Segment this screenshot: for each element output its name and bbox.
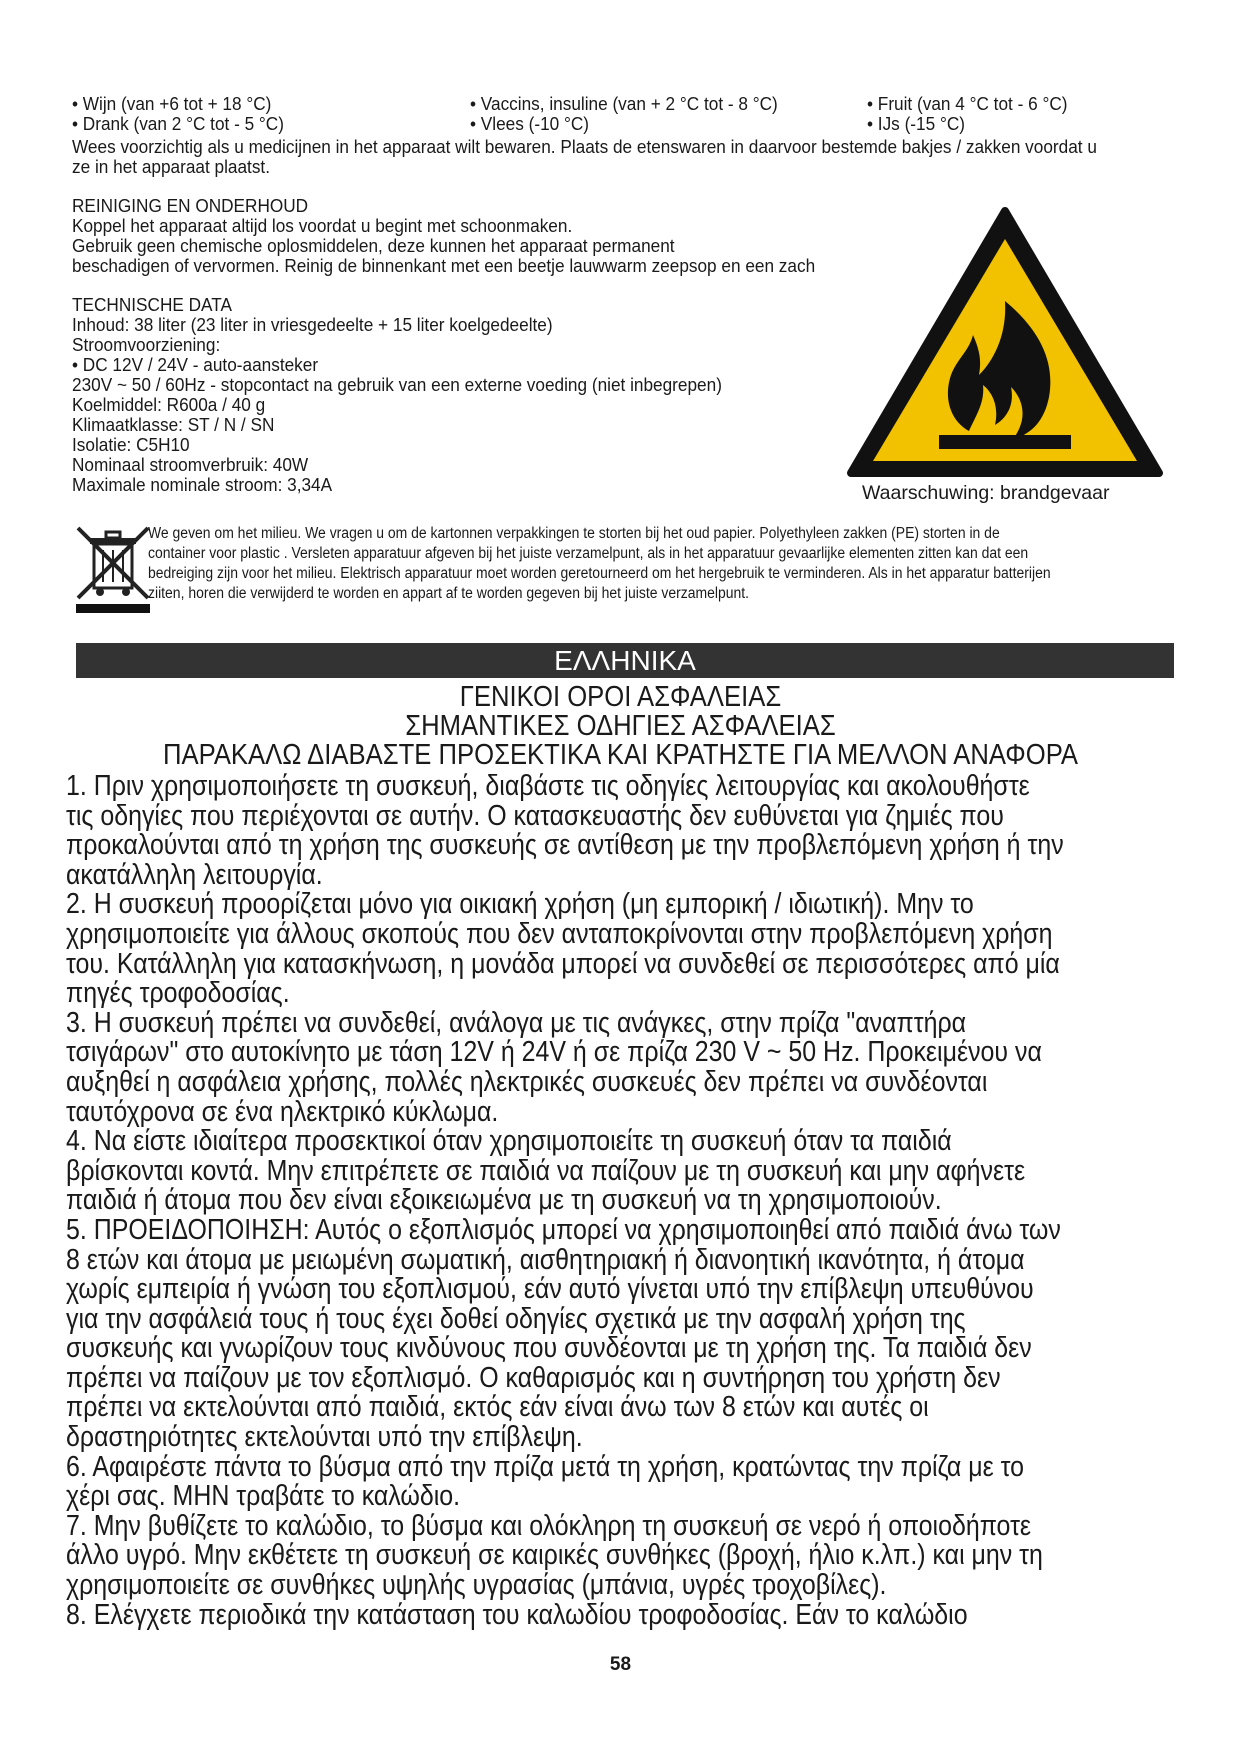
instruction-line: του. Κατάλληλη για κατασκήνωση, η μονάδα μπορεί να συνδεθεί σε περισσότερες από μία bbox=[66, 947, 1060, 980]
text-line: Inhoud: 38 liter (23 liter in vriesgedeelte + 15 liter koelgedeelte) bbox=[72, 314, 553, 335]
text-line: 230V ~ 50 / 60Hz - stopcontact na gebruik van een externe voeding (niet inbegrepen) bbox=[72, 374, 722, 395]
instruction-line: άλλο υγρό. Μην εκθέτετε τη συσκευή σε καιρικές συνθήκες (βροχή, ήλιο κ.λπ.) και μην τη bbox=[66, 1539, 1043, 1572]
instruction-line: αυξηθεί η ασφάλεια χρήσης, πολλές ηλεκτρικές συσκευές δεν πρέπει να συνδέονται bbox=[66, 1065, 988, 1098]
text-line: Klimaatklasse: ST / N / SN bbox=[72, 414, 275, 435]
instruction-line: δραστηριότητες εκτελούνται υπό την επίβλεψη. bbox=[66, 1421, 583, 1454]
instruction-line: χωρίς εμπειρία ή γνώση του εξοπλισμού, εάν αυτό γίνεται υπό την επίβλεψη υπευθύνου bbox=[66, 1273, 1034, 1306]
text-line: Koppel het apparaat altijd los voordat u begint met schoonmaken. bbox=[72, 215, 573, 236]
instruction-line: 5. ΠΡΟΕΙΔΟΠΟΙΗΣΗ: Αυτός ο εξοπλισμός μπορεί να χρησιμοποιηθεί από παιδιά άνω των bbox=[66, 1213, 1061, 1246]
instruction-line: χρησιμοποιείτε σε συνθήκες υψηλής υγρασίας (μπάνια, υγρές τροχοβίλες). bbox=[66, 1569, 887, 1602]
instruction-line: 7. Μην βυθίζετε το καλώδιο, το βύσμα και ολόκληρη τη συσκευή σε νερό ή οποιοδήποτε bbox=[66, 1509, 1032, 1542]
warning-caption: Waarschuwing: brandgevaar bbox=[862, 482, 1110, 504]
instruction-line: παιδιά ή άτομα που δεν είναι εξοικειωμένα με τη συσκευή να τη χρησιμοποιούν. bbox=[66, 1184, 942, 1217]
instruction-line: τις οδηγίες που περιέχονται σε αυτήν. Ο κατασκευαστής δεν ευθύνεται για ζημιές που bbox=[66, 799, 1004, 832]
temps-column-3 bbox=[867, 94, 1067, 134]
temps-column-1 bbox=[72, 94, 284, 134]
weee-crossed-bin-icon bbox=[74, 522, 152, 614]
text-line: Nominaal stroomverbruik: 40W bbox=[72, 454, 309, 475]
temp-item: • Wijn (van +6 tot + 18 °C) bbox=[72, 93, 272, 114]
text-line: Wees voorzichtig als u medicijnen in het apparaat wilt bewaren. Plaats de etenswaren in daarvoor bestemde bakjes / zakken voordat u bbox=[72, 136, 1097, 157]
text-line: ziiten, horen die verwijderd te worden en appart af te worden gegeven bij het juiste verzamelpunt. bbox=[148, 585, 749, 602]
text-line: Koelmiddel: R600a / 40 g bbox=[72, 394, 266, 415]
cleaning-section bbox=[72, 196, 815, 276]
temp-item: • IJs (-15 °C) bbox=[867, 113, 965, 134]
text-line: Isolatie: C5H10 bbox=[72, 434, 190, 455]
temp-item: • Fruit (van 4 °C tot - 6 °C) bbox=[867, 93, 1068, 114]
instruction-line: πηγές τροφοδοσίας. bbox=[66, 977, 290, 1010]
environment-notice bbox=[148, 524, 1051, 604]
instruction-line: 2. Η συσκευή προορίζεται μόνο για οικιακή χρήση (μη εμπορική / ιδιωτική). Μην το bbox=[66, 888, 974, 921]
storage-note bbox=[72, 137, 1097, 177]
temps-column-2 bbox=[470, 94, 778, 134]
instruction-line: τσιγάρων" στο αυτοκίνητο με τάση 12V ή 24V ή σε πρίζα 230 V ~ 50 Hz. Προκειμένου να bbox=[66, 1036, 1042, 1069]
text-line: Gebruik geen chemische oplosmiddelen, deze kunnen het apparaat permanent bbox=[72, 235, 675, 256]
text-line: • DC 12V / 24V - auto-aansteker bbox=[72, 354, 319, 375]
temp-item: • Vaccins, insuline (van + 2 °C tot - 8 °C) bbox=[470, 93, 778, 114]
instruction-line: 4. Να είστε ιδιαίτερα προσεκτικοί όταν χρησιμοποιείτε τη συσκευή όταν τα παιδιά bbox=[66, 1125, 952, 1158]
instruction-line: 6. Αφαιρέστε πάντα το βύσμα από την πρίζα μετά τη χρήση, κρατώντας την πρίζα με το bbox=[66, 1450, 1025, 1483]
text-line: ze in het apparaat plaatst. bbox=[72, 156, 271, 177]
section-heading: TECHNISCHE DATA bbox=[72, 294, 232, 315]
instruction-line: για την ασφάλειά τους ή τους έχει δοθεί οδηγίες σχετικά με την ασφαλή χρήση της bbox=[66, 1302, 966, 1335]
instruction-line: πρέπει να παίζουν με τον εξοπλισμό. Ο καθαρισμός και η συντήρηση του χρήστη δεν bbox=[66, 1361, 1001, 1394]
safety-instructions bbox=[66, 772, 1064, 1630]
instruction-line: ταυτόχρονα σε ένα ηλεκτρικό κύκλωμα. bbox=[66, 1095, 499, 1128]
heading-line: ΣΗΜΑΝΤΙΚΕΣ ΟΔΗΓΙΕΣ ΑΣΦΑΛΕΙΑΣ bbox=[405, 710, 836, 742]
section-heading: REINIGING EN ONDERHOUD bbox=[72, 195, 309, 216]
tech-section bbox=[72, 295, 722, 495]
instruction-line: συσκευής και γνωρίζουν τους κινδύνους που συνδέονται με τη χρήση της. Τα παιδιά δεν bbox=[66, 1332, 1032, 1365]
language-banner: ΕΛΛΗΝΙΚΑ bbox=[76, 643, 1174, 678]
instruction-line: 1. Πριν χρησιμοποιήσετε τη συσκευή, διαβάστε τις οδηγίες λειτουργίας και ακολουθήστε bbox=[66, 770, 1030, 802]
heading-line: ΠΑΡΑΚΑΛΩ ΔΙΑΒΑΣΤΕ ΠΡΟΣΕΚΤΙΚΑ ΚΑΙ ΚΡΑΤΗΣΤΕ ΓΙΑ ΜΕΛΛΟΝ ΑΝΑΦΟΡΑ bbox=[162, 739, 1079, 771]
flammable-warning-icon bbox=[845, 203, 1165, 483]
text-line: container voor plastic . Versleten apparatuur afgeven bij het juiste verzamelpunt, als in het apparatuur gevaarlijke elementen zitten kan dat een bbox=[148, 545, 1029, 562]
text-line: We geven om het milieu. We vragen u om de kartonnen verpakkingen te storten bij het oud papier. Polyethyleen zakken (PE) storten in de bbox=[148, 525, 1000, 542]
text-line: beschadigen of vervormen. Reinig de binnenkant met een beetje lauwwarm zeepsop en een zach bbox=[72, 255, 816, 276]
text-line: Maximale nominale stroom: 3,34A bbox=[72, 474, 333, 495]
instruction-line: 8. Ελέγχετε περιοδικά την κατάσταση του καλωδίου τροφοδοσίας. Εάν το καλώδιο bbox=[66, 1598, 968, 1631]
temp-item: • Drank (van 2 °C tot - 5 °C) bbox=[72, 113, 284, 134]
heading-line: ΓΕΝΙΚΟΙ ΟΡΟΙ ΑΣΦΑΛΕΙΑΣ bbox=[459, 681, 782, 713]
instruction-line: 8 ετών και άτομα με μειωμένη σωματική, αισθητηριακή ή διανοητική ικανότητα, ή άτομα bbox=[66, 1243, 1025, 1276]
text-line: bedreiging zijn voor het milieu. Elektrisch apparatuur moet worden geretourneerd om het hergebruik te verminderen. Als in het apparatur batterijen bbox=[148, 565, 1051, 582]
instruction-line: 3. Η συσκευή πρέπει να συνδεθεί, ανάλογα με τις ανάγκες, στην πρίζα "αναπτήρα bbox=[66, 1006, 967, 1039]
temp-item: • Vlees (-10 °C) bbox=[470, 113, 590, 134]
instruction-line: προκαλούνται από τη χρήση της συσκευής σε αντίθεση με την προβλεπόμενη χρήση ή την bbox=[66, 829, 1064, 862]
page-number: 58 bbox=[609, 1654, 632, 1675]
text-line: Stroomvoorziening: bbox=[72, 334, 221, 355]
instruction-line: ακατάλληλη λειτουργία. bbox=[66, 858, 323, 891]
section-headings bbox=[0, 683, 1241, 770]
instruction-line: χέρι σας. ΜΗΝ τραβάτε το καλώδιο. bbox=[66, 1480, 461, 1513]
instruction-line: χρησιμοποιείτε για άλλους σκοπούς που δεν ανταποκρίνονται στην προβλεπόμενη χρήση bbox=[66, 917, 1053, 950]
instruction-line: πρέπει να εκτελούνται από παιδιά, εκτός εάν είναι άνω των 8 ετών και αυτές οι bbox=[66, 1391, 929, 1424]
instruction-line: βρίσκονται κοντά. Μην επιτρέπετε σε παιδιά να παίζουν με τη συσκευή και μην αφήνετε bbox=[66, 1154, 1026, 1187]
